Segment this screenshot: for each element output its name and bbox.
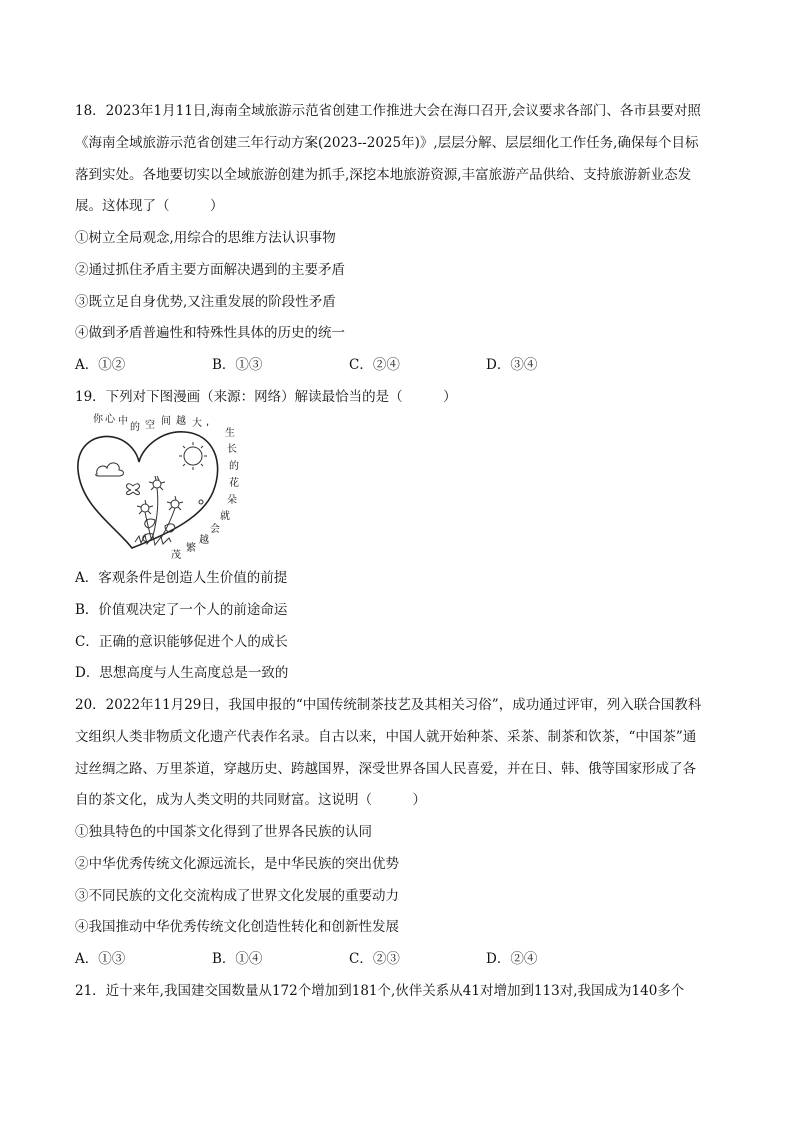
- q20-stem-line-1: 20．2022年11月29日，我国申报的“中国传统制茶技艺及其相关习俗”，成功通过评审，列入联合国教科: [75, 697, 702, 713]
- q18-options: [75, 356, 725, 374]
- q18-statement-4: ④做到矛盾普遍性和特殊性具体的历史的统一: [75, 325, 345, 341]
- q20-stem-line-2: 文组织人类非物质文化遗产代表作名录。自古以来，中国人就开始种茶、采茶、制茶和饮茶，“中国茶”通: [75, 729, 697, 745]
- q20-option-a[interactable]: A．①③: [75, 951, 126, 967]
- q18-option-b[interactable]: B．①③: [212, 357, 263, 373]
- cartoon-caption-char: 越: [176, 416, 186, 427]
- heart-flower-illustration: [75, 408, 245, 560]
- cartoon-caption-char: 长: [227, 444, 237, 455]
- q20-stem-line-3: 过丝绸之路、万里茶道，穿越历史、跨越国界，深受世界各国人民喜爱，并在日、韩、俄等国家形成了各: [75, 761, 696, 777]
- q18-stem-line-4: 展。这体现了（ ）: [75, 198, 224, 214]
- cartoon-caption-char: 的: [130, 422, 140, 433]
- cartoon-caption-char: 的: [229, 461, 239, 472]
- cartoon-caption-char: 中: [118, 416, 128, 427]
- q18-statement-3: ③既立足自身优势,又注重发展的阶段性矛盾: [75, 294, 336, 310]
- cartoon-caption-char: 就: [220, 511, 230, 522]
- q19-stem: 19．下列对下图漫画（来源：网络）解读最恰当的是（ ）: [75, 389, 457, 405]
- q20-statement-1: ①独具特色的中国茶文化得到了世界各民族的认同: [75, 824, 372, 840]
- cartoon-caption-char: 生: [225, 428, 235, 439]
- q20-option-c[interactable]: C．②③: [349, 951, 400, 967]
- q20-option-b[interactable]: B．①④: [212, 951, 263, 967]
- cartoon-caption-char: 你: [93, 414, 103, 425]
- cartoon-caption-char: ,: [206, 417, 210, 428]
- cartoon-caption-char: 茂: [171, 550, 181, 561]
- cartoon-caption-char: 大: [192, 418, 202, 429]
- cartoon-caption-char: 空: [145, 420, 155, 431]
- heart-flower-cartoon: [75, 408, 245, 560]
- q18-statement-2: ②通过抓住矛盾主要方面解决遇到的主要矛盾: [75, 262, 345, 278]
- q20-statement-3: ③不同民族的文化交流构成了世界文化发展的重要动力: [75, 888, 399, 904]
- q19-option-d[interactable]: D．思想高度与人生高度总是一致的: [75, 665, 289, 681]
- q20-statement-4: ④我国推动中华优秀传统文化创造性转化和创新性发展: [75, 919, 399, 935]
- cartoon-caption-char: 繁: [186, 543, 196, 554]
- q19-option-a[interactable]: A．客观条件是创造人生价值的前提: [75, 570, 288, 586]
- cartoon-caption-char: 朵: [227, 495, 237, 506]
- cartoon-caption-char: 越: [199, 535, 209, 546]
- q20-option-d[interactable]: D．②④: [486, 951, 538, 967]
- q19-option-c[interactable]: C．正确的意识能够促进个人的成长: [75, 634, 288, 650]
- cartoon-caption-char: 心: [105, 414, 115, 425]
- q18-stem-line-2: 《海南全域旅游示范省创建三年行动方案(2023--2025年)》,层层分解、层层细化工作任务,确保每个目标: [75, 135, 699, 151]
- q20-options: [75, 950, 725, 968]
- cartoon-caption-char: 花: [229, 478, 239, 489]
- q20-statement-2: ②中华优秀传统文化源远流长，是中华民族的突出优势: [75, 856, 399, 872]
- cartoon-caption-char: 间: [161, 416, 171, 427]
- q18-stem-line-1: 18．2023年1月11日,海南全域旅游示范省创建工作推进大会在海口召开,会议要求各部门、各市县要对照: [75, 103, 701, 119]
- q18-statement-1: ①树立全局观念,用综合的思维方法认识事物: [75, 230, 336, 246]
- q18-option-a[interactable]: A．①②: [75, 357, 126, 373]
- q18-stem-line-3: 落到实处。各地要切实以全域旅游创建为抓手,深挖本地旅游资源,丰富旅游产品供给、支持旅游新业态发: [75, 167, 692, 183]
- q18-option-c[interactable]: C．②④: [349, 357, 400, 373]
- q19-option-b[interactable]: B．价值观决定了一个人的前途命运: [75, 602, 288, 618]
- q21-stem-line-1: 21．近十来年,我国建交国数量从172个增加到181个,伙伴关系从41对增加到113对,我国成为140多个: [75, 983, 685, 999]
- q20-stem-line-4: 自的茶文化，成为人类文明的共同财富。这说明（ ）: [75, 792, 426, 808]
- q18-option-d[interactable]: D．③④: [486, 357, 538, 373]
- cartoon-caption-char: 会: [210, 524, 220, 535]
